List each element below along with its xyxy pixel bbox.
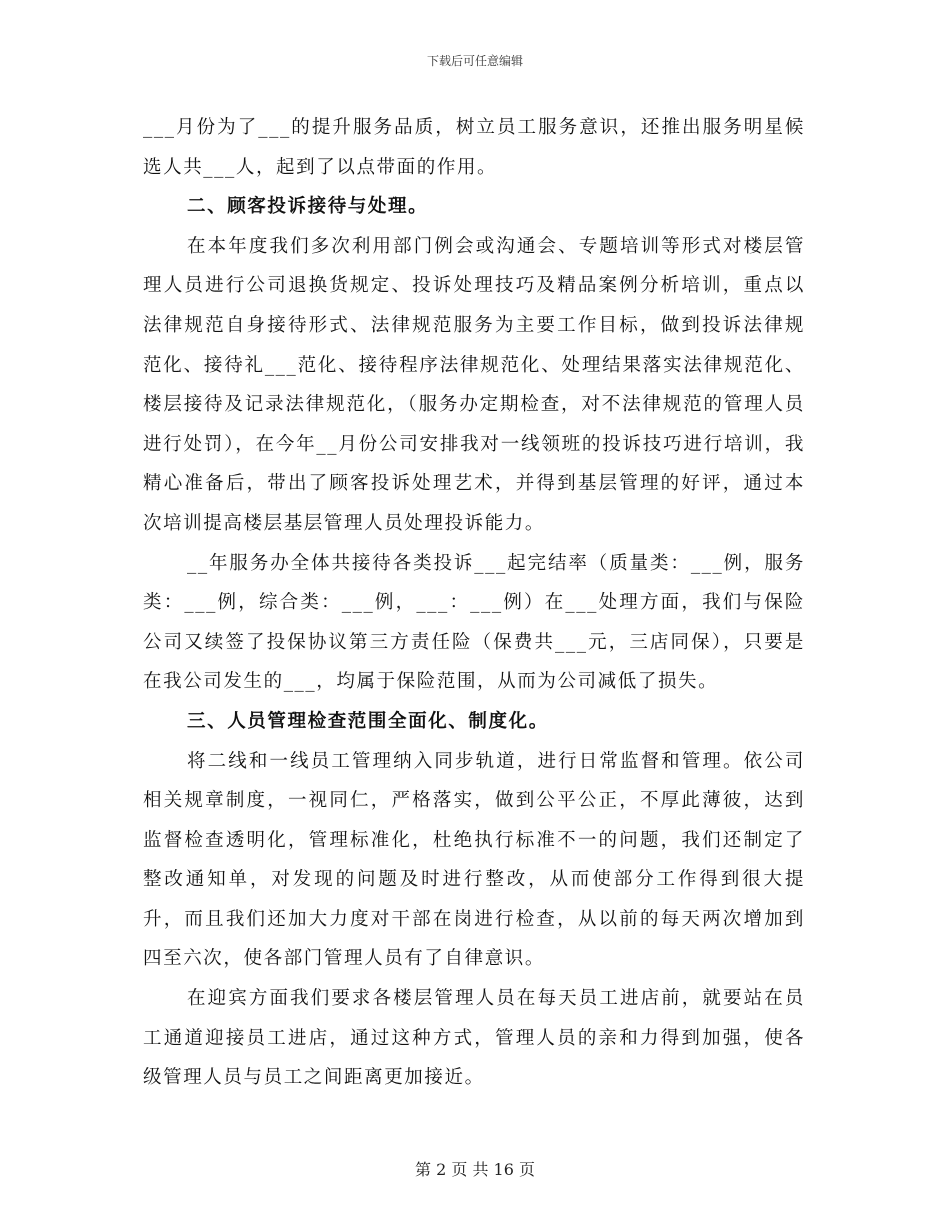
paragraph-greeting-staff: 在迎宾方面我们要求各楼层管理人员在每天员工进店前，就要站在员工通道迎接员工进店，通过这种方式，管理人员的亲和力得到加强，使各级管理人员与员工之间距离更加接近。 — [143, 988, 805, 1089]
paragraph-service-star: ___月份为了___的提升服务品质，树立员工服务意识，还推出服务明星候选人共___人，起到了以点带面的作用。 — [143, 117, 805, 178]
section-heading-staff-management: 三、人员管理检查范围全面化、制度化。 — [187, 710, 549, 732]
paragraph-complaint-training: 在本年度我们多次利用部门例会或沟通会、专题培训等形式对楼层管理人员进行公司退换货规定、投诉处理技巧及精品案例分析培训，重点以法律规范自身接待形式、法律规范服务为主要工作目标，做到投诉法律规范化、接待礼___范化、接待程序法律规范化、处理结果落实法律规范化、楼层接待及记录法律规范化，（服务办定期检查，对不法律规范的管理人员进行处罚），在今年__月份公司安排我对一线领班的投诉技巧进行培训，我精心准备后，带出了顾客投诉处理艺术，并得到基层管理的好评，通过本次培训提高楼层基层管理人员处理投诉能力。 — [143, 235, 805, 534]
document-body — [143, 108, 805, 1098]
paragraph-staff-supervision: 将二线和一线员工管理纳入同步轨道，进行日常监督和管理。依公司相关规章制度，一视同仁，严格落实，做到公平公正，不厚此薄彼，达到监督检查透明化，管理标准化，杜绝执行标准不一的问题，我们还制定了整改通知单，对发现的问题及时进行整改，从而使部分工作得到很大提升，而且我们还加大力度对干部在岗进行检查，从以前的每天两次增加到四至六次，使各部门管理人员有了自律意识。 — [143, 750, 805, 970]
paragraph-complaint-statistics: __年服务办全体共接待各类投诉___起完结率（质量类：___例，服务类：___例，综合类：___例，___：___例）在___处理方面，我们与保险公司又续签了投保协议第三方责任险（保费共___元，三店同保），只要是在我公司发生的___，均属于保险范围，从而为公司减低了损失。 — [143, 552, 805, 693]
page-number-footer: 第 2 页 共 16 页 — [415, 1160, 535, 1179]
section-heading-complaints: 二、顾客投诉接待与处理。 — [187, 196, 429, 218]
page-header: 下载后可任意编辑 — [426, 54, 523, 68]
